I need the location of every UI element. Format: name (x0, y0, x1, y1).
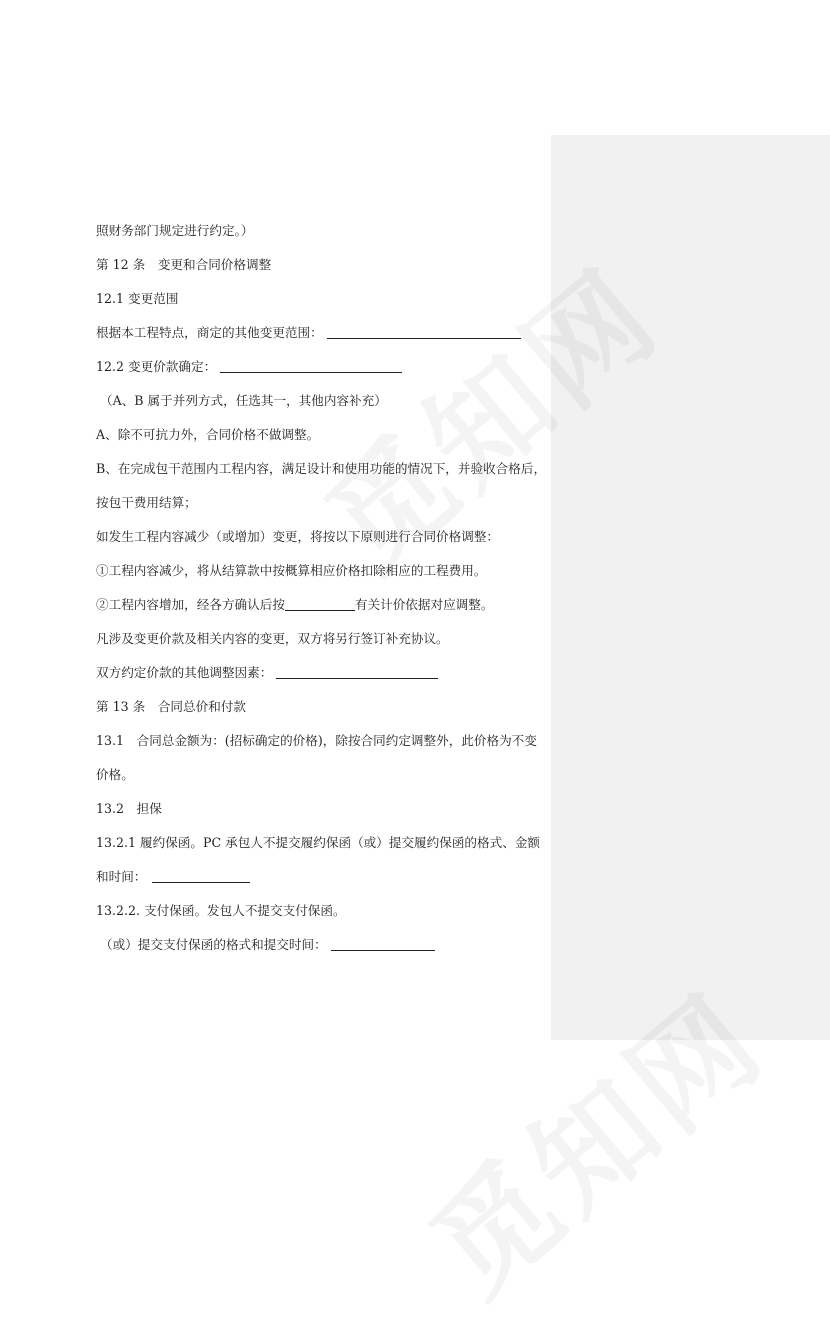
text-line: （A、B 属于并列方式，任选其一，其他内容补充） (100, 393, 387, 408)
text-line (96, 868, 250, 886)
text-line: ①工程内容减少，将从结算款中按概算相应价格扣除相应的工程费用。 (96, 563, 487, 578)
text-line: 13.2.2. 支付保函。发包人不提交支付保函。 (96, 903, 346, 918)
section-13-2-heading: 13.2 担保 (96, 801, 162, 816)
fill-in-blank[interactable] (327, 326, 521, 339)
text-segment: 双方约定价款的其他调整因素： (96, 665, 273, 680)
fill-in-blank[interactable] (220, 360, 402, 373)
fill-in-blank[interactable] (276, 666, 438, 679)
text-line (96, 596, 493, 614)
option-b-line: B、在完成包干范围内工程内容，满足设计和使用功能的情况下，并验收合格后， (96, 461, 547, 476)
text-line: 按包干费用结算； (96, 495, 197, 510)
fill-in-blank[interactable] (331, 938, 435, 951)
text-segment: 12.2 变更价款确定： (96, 359, 217, 374)
text-line (96, 664, 438, 682)
fill-in-blank[interactable] (285, 598, 355, 611)
text-line: 价格。 (96, 767, 134, 782)
text-line: 如发生工程内容减少（或增加）变更，将按以下原则进行合同价格调整： (96, 529, 499, 544)
text-line: 照财务部门规定进行约定。） (96, 223, 254, 238)
fill-in-blank[interactable] (152, 870, 250, 883)
text-segment: 有关计价依据对应调整。 (354, 597, 494, 612)
option-a-line: A、除不可抗力外，合同价格不做调整。 (96, 427, 320, 442)
text-line: 13.1 合同总金额为：(招标确定的价格)，除按合同约定调整外，此价格为不变 (96, 733, 537, 748)
section-12-2-heading (96, 358, 402, 376)
text-line (100, 936, 435, 954)
text-segment: 和时间： (96, 869, 147, 884)
text-line: 凡涉及变更价款及相关内容的变更，双方将另行签订补充协议。 (96, 631, 449, 646)
article-13-heading: 第 13 条 合同总价和付款 (96, 699, 246, 714)
text-line: 13.2.1 履约保函。PC 承包人不提交履约保函（或）提交履约保函的格式、金额 (96, 835, 540, 850)
text-line (96, 324, 521, 342)
text-segment: （或）提交支付保函的格式和提交时间： (100, 937, 327, 952)
text-segment: 根据本工程特点，商定的其他变更范围： (96, 325, 323, 340)
section-12-1-heading: 12.1 变更范围 (96, 291, 179, 306)
article-12-heading: 第 12 条 变更和合同价格调整 (96, 257, 272, 272)
text-segment: ②工程内容增加，经各方确认后按 (96, 597, 285, 612)
